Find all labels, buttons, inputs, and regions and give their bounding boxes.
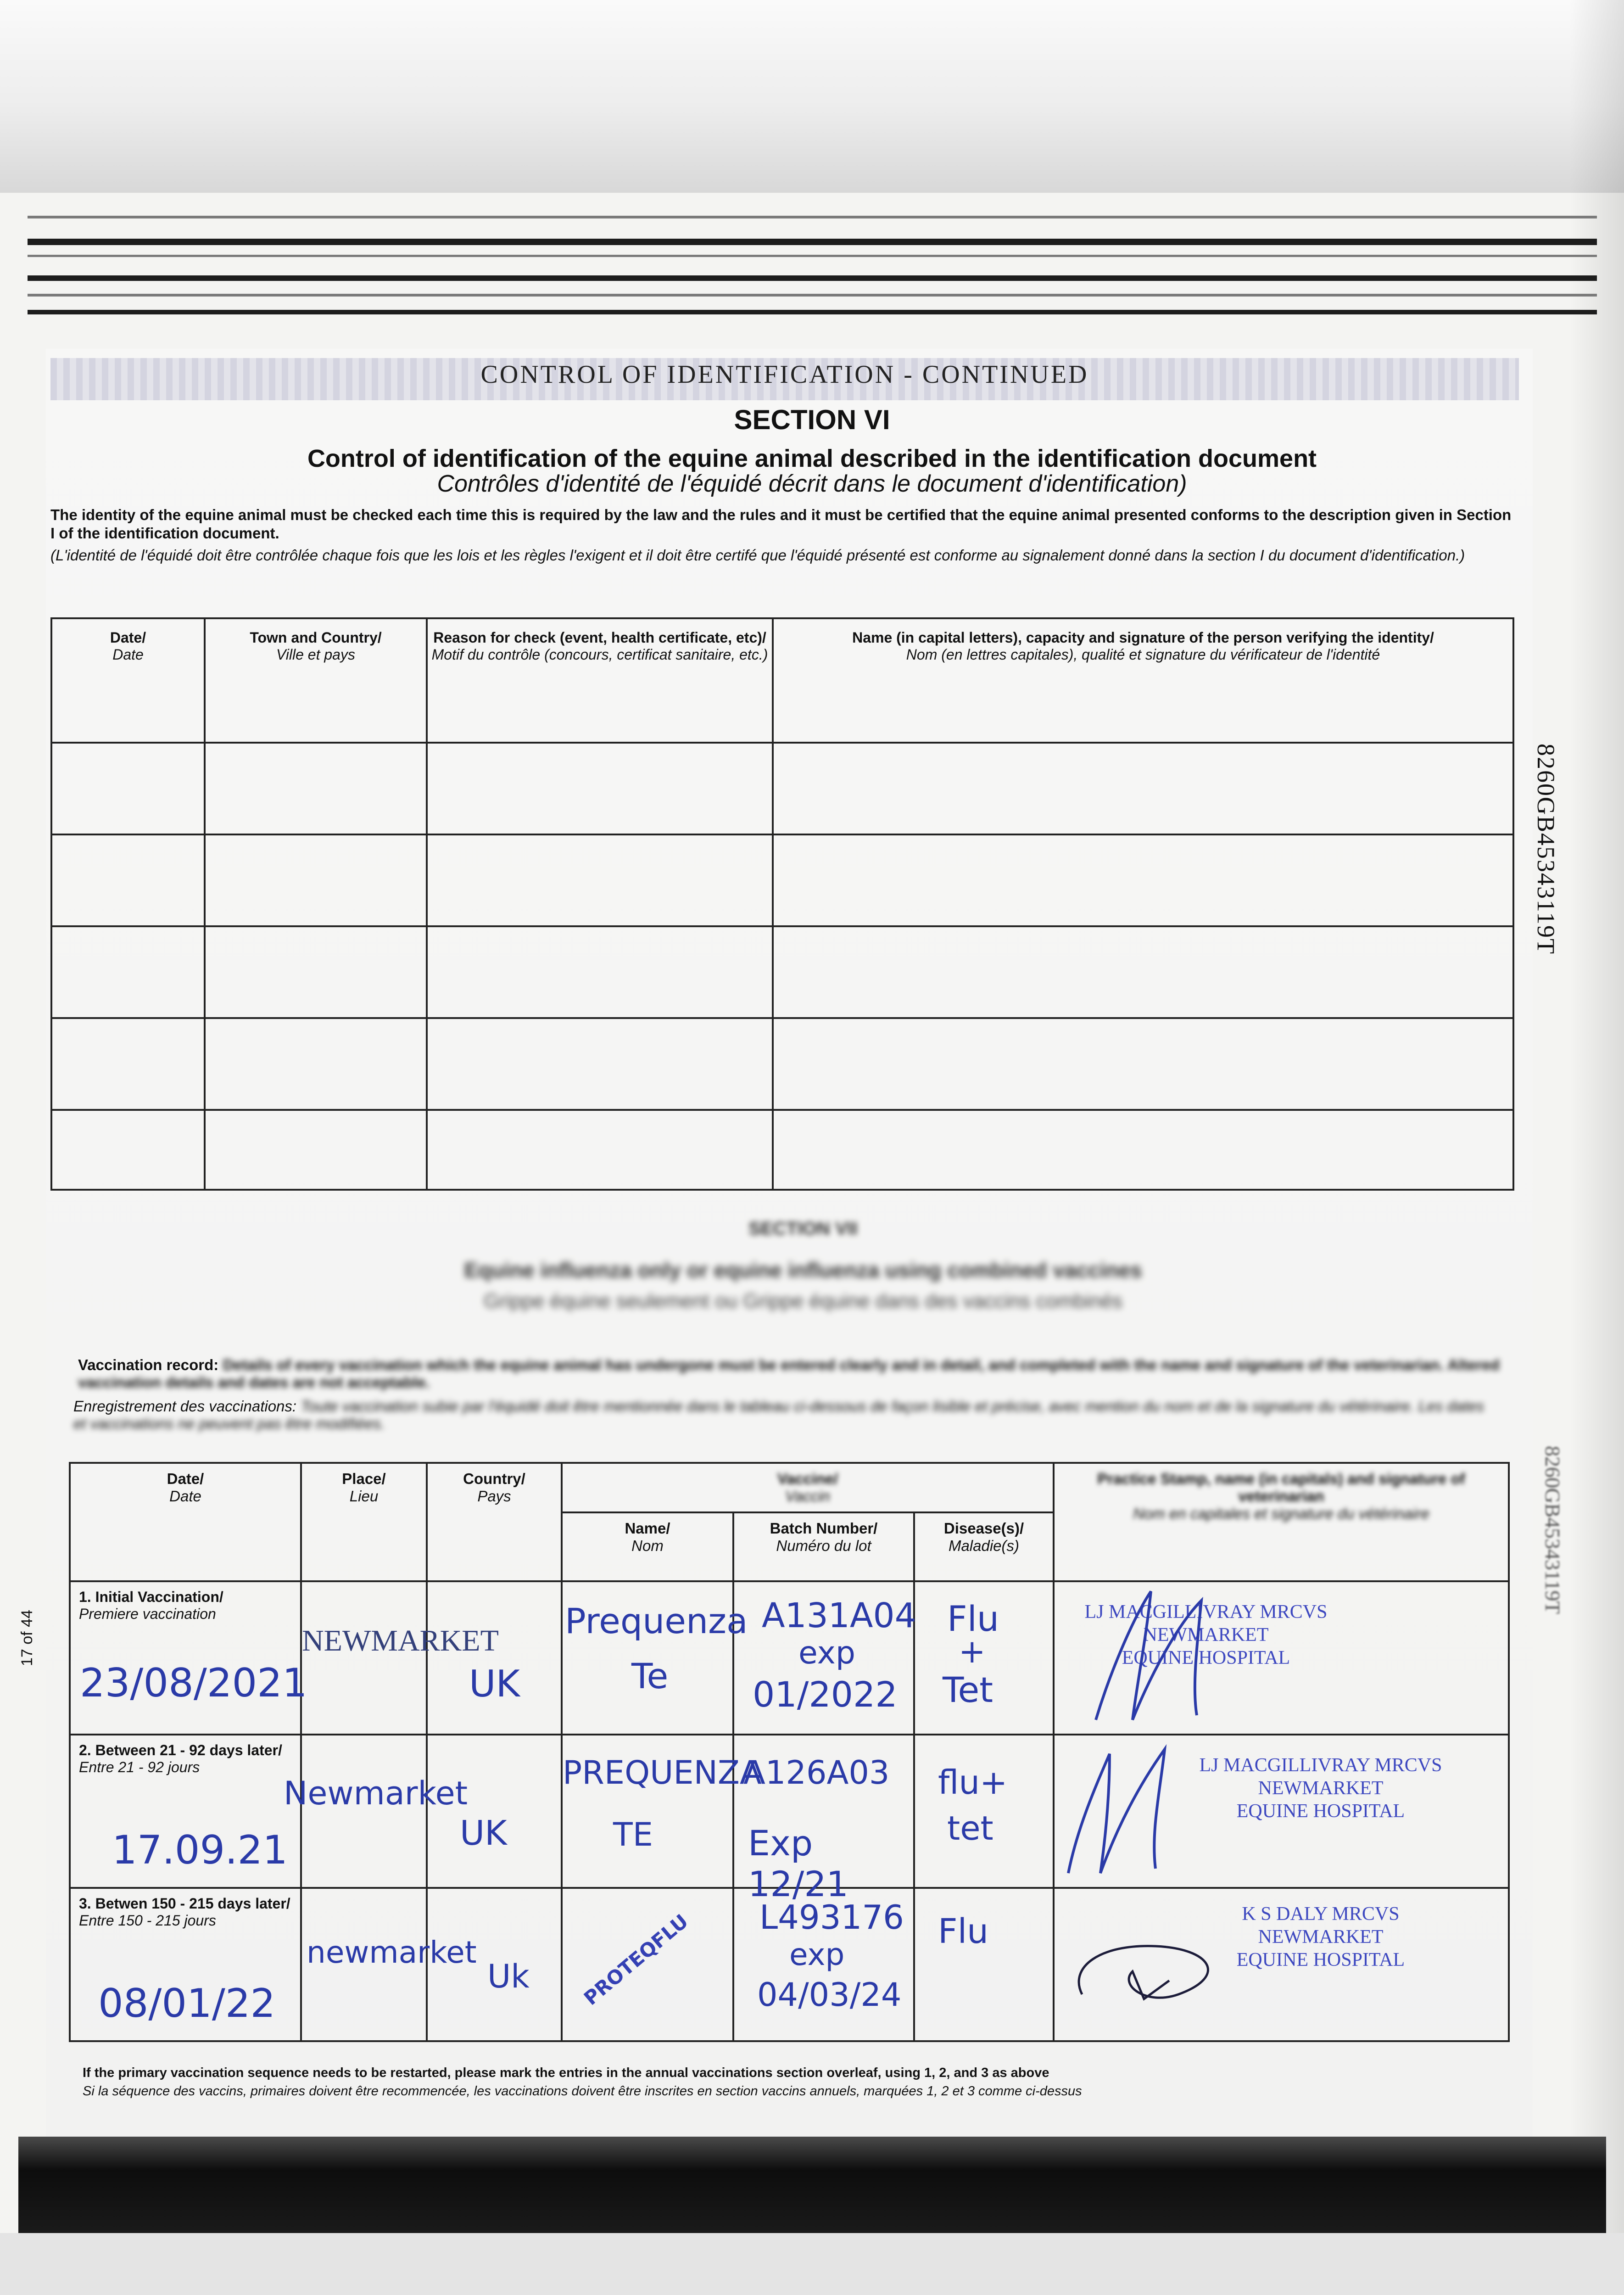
empty-cell[interactable] bbox=[427, 1018, 773, 1110]
vaccine-name-line2: TE bbox=[613, 1816, 653, 1853]
binding-line bbox=[28, 255, 1597, 257]
col-place-label-fr: Lieu bbox=[349, 1488, 379, 1505]
batch-line1: A126A03 bbox=[743, 1754, 890, 1791]
scanner-right-shading bbox=[1569, 0, 1624, 2295]
disease-line2: + bbox=[959, 1633, 986, 1670]
row-label-fr: Entre 150 - 215 jours bbox=[79, 1912, 216, 1929]
table-row bbox=[51, 1110, 1513, 1190]
col-disease bbox=[914, 1512, 1054, 1581]
col-stamp bbox=[1054, 1463, 1509, 1581]
scanner-bottom-band bbox=[18, 2137, 1606, 2233]
empty-cell[interactable] bbox=[773, 834, 1513, 926]
table-row bbox=[51, 743, 1513, 834]
col-date-label: Date/ bbox=[110, 629, 146, 646]
empty-cell[interactable] bbox=[205, 743, 427, 834]
stamp-practice: EQUINE HOSPITAL bbox=[1236, 1801, 1405, 1822]
col-batch bbox=[733, 1512, 914, 1581]
disease-line3: Tet bbox=[943, 1669, 993, 1710]
batch-line2: exp bbox=[798, 1635, 856, 1671]
col-date-label-fr: Date bbox=[112, 646, 144, 663]
table-row bbox=[51, 834, 1513, 926]
binding-line bbox=[28, 216, 1597, 218]
country-cell[interactable] bbox=[427, 1735, 562, 1888]
place-cell[interactable] bbox=[284, 1735, 468, 1888]
passport-id-margin-lower: 8260GB45343119T bbox=[1541, 1446, 1564, 1614]
batch-cell[interactable] bbox=[733, 1735, 914, 1904]
vaccination-record-fr bbox=[73, 1398, 1496, 1433]
vaccination-record-en bbox=[78, 1356, 1501, 1391]
vaccine-name-line1: Prequenza bbox=[565, 1601, 748, 1641]
subtitle-en: Control of identification of the equine animal described in the identification document bbox=[307, 445, 1317, 472]
col-date-label: Date/ bbox=[167, 1470, 204, 1487]
page-number: 17 of 44 bbox=[18, 1610, 36, 1666]
col-date bbox=[51, 618, 205, 743]
disease-cell[interactable] bbox=[914, 1735, 1054, 1888]
vaccination-record-text-fr: Toute vaccination subie par l'équidé doit être mentionnée dans le tableau ci-dessous de façon lisible et précise, avec mention du nom et de la signature du vétérinaire. Les dates et vaccinations ne peuvent pas être modifiées. bbox=[73, 1398, 1484, 1432]
row-label bbox=[71, 1735, 300, 1782]
empty-cell[interactable] bbox=[773, 1018, 1513, 1110]
empty-cell[interactable] bbox=[773, 1110, 1513, 1190]
stamp-cell[interactable] bbox=[1054, 1888, 1509, 2041]
empty-cell[interactable] bbox=[51, 1018, 205, 1110]
col-country-label: Country/ bbox=[463, 1470, 525, 1487]
disease-line1: Flu bbox=[947, 1598, 999, 1639]
vet-signature-icon bbox=[1064, 1926, 1247, 2017]
stamp-town: NEWMARKET bbox=[1258, 1778, 1384, 1799]
vaccination-place: newmarket bbox=[307, 1935, 477, 1970]
vaccination-date: 23/08/2021 bbox=[80, 1660, 307, 1706]
batch-line1: A131A04 bbox=[762, 1596, 916, 1635]
date-cell[interactable] bbox=[70, 1581, 307, 1735]
col-country bbox=[427, 1463, 562, 1581]
table-header-row bbox=[51, 618, 1513, 743]
batch-line3: 01/2022 bbox=[753, 1674, 898, 1715]
footer-note-fr: Si la séquence des vaccins, primaires doivent être recommencée, les vaccinations doivent être inscrites en section vaccins annuels, marquées 1, 2 et 3 comme ci-dessus bbox=[83, 2084, 1082, 2099]
vaccination-record-label-fr: Enregistrement des vaccinations: bbox=[73, 1398, 297, 1415]
empty-cell[interactable] bbox=[773, 926, 1513, 1018]
subtitle-fr: Contrôles d'identité de l'équidé décrit dans le document d'identification) bbox=[437, 470, 1187, 497]
empty-cell[interactable] bbox=[205, 1018, 427, 1110]
empty-cell[interactable] bbox=[205, 926, 427, 1018]
binding-line bbox=[28, 294, 1597, 297]
vaccination-record-text: Details of every vaccination which the equine animal has undergone must be entered clearly and in detail, and completed with the name and signature of the veterinarian. Altered vaccination details and dates are not acceptable. bbox=[78, 1356, 1500, 1391]
empty-cell[interactable] bbox=[205, 834, 427, 926]
stamp-vet-name: LJ MACGILLIVRAY MRCVS bbox=[1199, 1755, 1442, 1776]
col-stamp-label-fr: Nom en capitales et signature du vétérinaire bbox=[1133, 1505, 1429, 1522]
disease-line1: Flu bbox=[938, 1912, 989, 1951]
stamp-vet-name: LJ MACGILLIVRAY MRCVS bbox=[1084, 1601, 1328, 1623]
scanner-bottom-shading bbox=[0, 2233, 1624, 2295]
empty-cell[interactable] bbox=[51, 834, 205, 926]
vaccination-place: Newmarket bbox=[284, 1774, 468, 1812]
stamp-cell[interactable] bbox=[1054, 1735, 1509, 1888]
vet-stamp bbox=[1183, 1754, 1458, 1823]
place-cell[interactable] bbox=[301, 1888, 477, 2041]
vaccination-country: UK bbox=[460, 1814, 507, 1853]
country-cell[interactable] bbox=[427, 1888, 562, 2041]
row-label-en: 1. Initial Vaccination/ bbox=[79, 1589, 223, 1605]
stamp-cell[interactable] bbox=[1054, 1581, 1509, 1735]
batch-line2: exp bbox=[789, 1937, 845, 1972]
disease-line2: tet bbox=[947, 1809, 993, 1847]
scanner-top-shading bbox=[0, 0, 1624, 193]
empty-cell[interactable] bbox=[205, 1110, 427, 1190]
col-stamp-label: Practice Stamp, name (in capitals) and signature of veterinarian bbox=[1097, 1470, 1465, 1505]
section-vii-subtitle-en: Equine influenza only or equine influenza using combined vaccines bbox=[464, 1258, 1142, 1282]
stamp-town: NEWMARKET bbox=[1143, 1624, 1269, 1646]
row-label-en: 2. Between 21 - 92 days later/ bbox=[79, 1742, 282, 1758]
vaccination-date: 08/01/22 bbox=[98, 1981, 276, 2026]
date-cell[interactable] bbox=[70, 1888, 301, 2041]
stamp-practice: EQUINE HOSPITAL bbox=[1236, 1949, 1405, 1970]
batch-line2: Exp 12/21 bbox=[748, 1823, 849, 1904]
col-verifier-label-fr: Nom (en lettres capitales), qualité et signature du vérificateur de l'identité bbox=[906, 646, 1380, 663]
col-town bbox=[205, 618, 427, 743]
binding-line bbox=[28, 310, 1597, 314]
section-vii-title: SECTION VII bbox=[748, 1219, 858, 1239]
col-reason-label-fr: Motif du contrôle (concours, certificat sanitaire, etc.) bbox=[431, 646, 768, 663]
col-town-label-fr: Ville et pays bbox=[276, 646, 355, 663]
stamp-town: NEWMARKET bbox=[1258, 1926, 1384, 1948]
col-disease-label-fr: Maladie(s) bbox=[948, 1537, 1020, 1554]
col-vaccine-label-fr: Vaccin bbox=[785, 1488, 830, 1505]
stamp-vet-name: K S DALY MRCVS bbox=[1242, 1903, 1400, 1925]
vaccination-country: UK bbox=[469, 1662, 520, 1705]
vaccine-name-cell[interactable] bbox=[562, 1735, 762, 1888]
row-label bbox=[71, 1889, 300, 1936]
vaccine-name-stamp: PROTEQFLU bbox=[579, 1909, 692, 2010]
table-header-row bbox=[70, 1463, 1509, 1512]
col-date bbox=[70, 1463, 301, 1581]
empty-cell[interactable] bbox=[51, 743, 205, 834]
col-name-label: Name/ bbox=[625, 1520, 670, 1537]
date-cell[interactable] bbox=[70, 1735, 301, 1888]
batch-line1: L493176 bbox=[759, 1898, 904, 1937]
vaccination-table bbox=[69, 1462, 1510, 2042]
vet-signature-icon bbox=[1059, 1735, 1206, 1882]
batch-cell[interactable] bbox=[733, 1888, 914, 2041]
empty-cell[interactable] bbox=[427, 743, 773, 834]
identification-table bbox=[50, 617, 1514, 1191]
disease-line1: flu+ bbox=[938, 1763, 1008, 1802]
table-row bbox=[70, 1581, 1509, 1735]
vaccination-date: 17.09.21 bbox=[112, 1827, 288, 1873]
col-vaccine-name bbox=[562, 1512, 733, 1581]
col-town-label: Town and Country/ bbox=[250, 629, 382, 646]
table-row bbox=[70, 1735, 1509, 1888]
disease-cell[interactable] bbox=[914, 1888, 1054, 2041]
empty-cell[interactable] bbox=[51, 926, 205, 1018]
passport-id-margin: 8260GB45343119T bbox=[1532, 744, 1560, 955]
empty-cell[interactable] bbox=[427, 1110, 773, 1190]
intro-fr: (L'identité de l'équidé doit être contrôlée chaque fois que les lois et les règles l'exigent et il doit être certifé que l'équidé présenté est conforme au signalement donné dans la section I du document d'identification.) bbox=[50, 547, 1465, 564]
stamp-practice: EQUINE HOSPITAL bbox=[1122, 1647, 1290, 1668]
disease-cell[interactable] bbox=[914, 1581, 1054, 1735]
table-row bbox=[70, 1888, 1509, 2041]
col-disease-label: Disease(s)/ bbox=[943, 1520, 1024, 1537]
footer-note-en: If the primary vaccination sequence needs to be restarted, please mark the entries in the annual vaccinations section overleaf, using 1, 2, and 3 as above bbox=[83, 2066, 1049, 2080]
col-verifier-label: Name (in capital letters), capacity and signature of the person verifying the identity/ bbox=[852, 629, 1434, 646]
batch-line3: 04/03/24 bbox=[757, 1976, 902, 2014]
col-vaccine bbox=[562, 1463, 1054, 1512]
table-row bbox=[51, 926, 1513, 1018]
row-label-fr: Premiere vaccination bbox=[79, 1606, 216, 1622]
col-date-label-fr: Date bbox=[169, 1488, 201, 1505]
row-label-en: 3. Betwen 150 - 215 days later/ bbox=[79, 1895, 290, 1912]
row-label-fr: Entre 21 - 92 jours bbox=[79, 1759, 200, 1775]
empty-cell[interactable] bbox=[427, 834, 773, 926]
binding-line bbox=[28, 239, 1597, 245]
vaccine-name-cell[interactable] bbox=[562, 1888, 733, 2041]
intro-en: The identity of the equine animal must be checked each time this is required by the law and the rules and it must be certified that the equine animal presented conforms to the description given in Section I of the identification document. bbox=[50, 506, 1512, 542]
vaccination-record-label: Vaccination record: bbox=[78, 1356, 219, 1373]
col-country-label-fr: Pays bbox=[477, 1488, 511, 1505]
col-place-label: Place/ bbox=[342, 1470, 386, 1487]
vaccination-country: Uk bbox=[487, 1958, 530, 1995]
country-cell[interactable] bbox=[427, 1581, 562, 1735]
vaccine-name-cell[interactable] bbox=[562, 1581, 748, 1735]
col-reason bbox=[427, 618, 773, 743]
vaccine-name-line2: Te bbox=[631, 1656, 669, 1696]
empty-cell[interactable] bbox=[773, 743, 1513, 834]
empty-cell[interactable] bbox=[427, 926, 773, 1018]
col-place bbox=[301, 1463, 427, 1581]
vet-signature-icon bbox=[1082, 1582, 1247, 1729]
banner-title: CONTROL OF IDENTIFICATION - CONTINUED bbox=[480, 360, 1089, 389]
section-vii-subtitle-fr: Grippe équine seulement ou Grippe équine dans des vaccins combinés bbox=[484, 1290, 1122, 1312]
vaccination-place: NEWMARKET bbox=[302, 1624, 499, 1657]
col-batch-label-fr: Numéro du lot bbox=[776, 1537, 871, 1554]
batch-cell[interactable] bbox=[733, 1581, 914, 1735]
col-vaccine-label: Vaccine/ bbox=[777, 1470, 838, 1487]
vaccine-name-line1: PREQUENZA bbox=[563, 1754, 762, 1791]
empty-cell[interactable] bbox=[51, 1110, 205, 1190]
col-reason-label: Reason for check (event, health certificate, etc)/ bbox=[433, 629, 766, 646]
col-name-label-fr: Nom bbox=[631, 1537, 664, 1554]
binding-line bbox=[28, 275, 1597, 281]
table-row bbox=[51, 1018, 1513, 1110]
section-title: SECTION VI bbox=[734, 404, 890, 435]
col-batch-label: Batch Number/ bbox=[770, 1520, 878, 1537]
col-verifier bbox=[773, 618, 1513, 743]
row-label bbox=[71, 1582, 300, 1629]
